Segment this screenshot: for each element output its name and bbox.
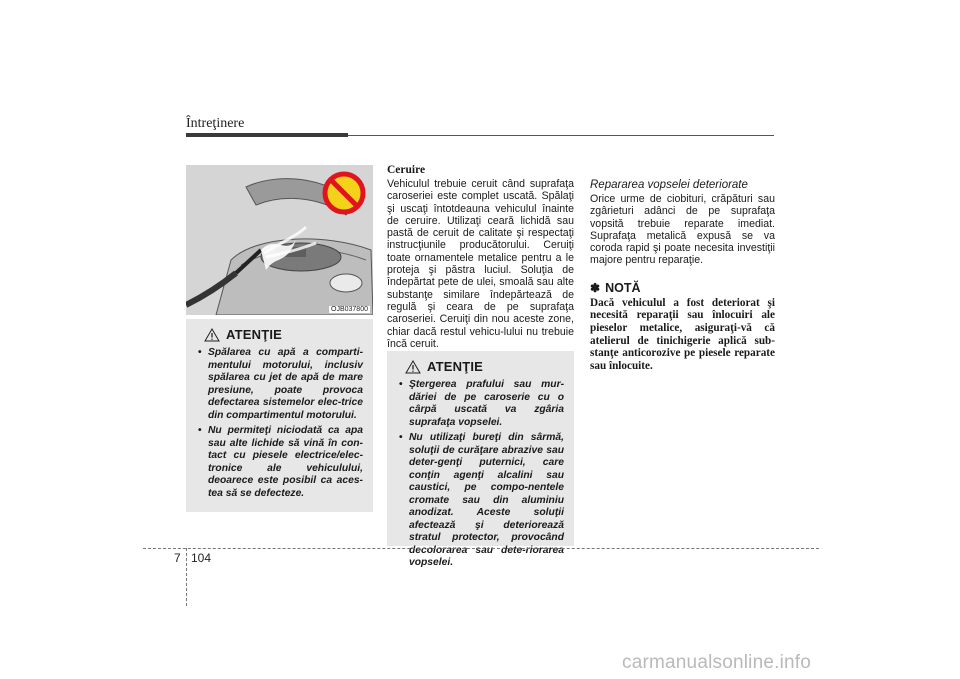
- watermark-text[interactable]: carmanualsonline.info: [622, 652, 812, 673]
- warning-triangle-icon: [405, 360, 421, 374]
- header-rule-thick: [186, 133, 348, 137]
- paint-repair-title: Repararea vopselei deteriorate: [590, 179, 748, 191]
- caution-item: • Nu permiteţi niciodată ca apa sau alte lichide să vină în con-tact cu piesele electrice/elec-tronice ale vehiculului, deoarece este posibil ca aces-tea să se defecteze.: [196, 425, 363, 500]
- page-number: 104: [191, 551, 212, 565]
- caution-item: • Ştergerea prafului sau mur-dăriei de pe caroserie cu o cârpă uscată va zgâria suprafaţa vopselei.: [397, 379, 564, 429]
- waxing-section: [387, 164, 574, 350]
- chapter-number: 7: [174, 551, 181, 565]
- footer-rule: [143, 548, 819, 549]
- paint-repair-section: [590, 179, 775, 372]
- illustration-code: OJB037800: [331, 306, 368, 313]
- caution-item: • Nu utilizaţi bureţi din sârmă, soluţii de curăţare abrazive sau deter-genţi puternici, care conţin agenţi alcalini sau caustici, pe compo-nentele cromate sau din aluminiu anodizat. Aceste soluţii afectează şi deteriorează stratul protector, provocând decolorarea sau dete-riorarea vopselei.: [397, 432, 564, 570]
- note-star-icon: ✽: [590, 280, 601, 295]
- page-header-title: Întreţinere: [186, 116, 245, 131]
- prohibited-icon: [322, 171, 366, 215]
- caution-heading-label: ATENŢIE: [427, 359, 484, 374]
- waxing-text: Vehiculul trebuie ceruit când suprafaţa caroseriei este complet uscată. Spălaţi şi uscaţi întotdeauna vehiculul înainte de ceruire. Utilizaţi ceară lichidă sau pastă de ceruit de calitate şi respectaţi instrucţiunile producătorului. Ceruiţi toate ornamentele metalice pentru a le proteja şi păstra luciul. Soluţia de îndepărtat pete de ulei, smoală sau alte substanţe similare îndepărtează de regulă şi ceara de pe suprafaţa caroseriei. Ceruiţi din nou aceste zone, chiar dacă restul vehicu-lului nu trebuie încă ceruit.: [387, 178, 574, 350]
- caution-box-paint-care: [387, 351, 574, 568]
- caution-heading: [204, 327, 363, 342]
- paint-repair-text: Orice urme de ciobituri, crăpături sau zgârieturi adânci de pe suprafaţa vopsită trebuie reparate imediat. Suprafaţa metalică expusă se va coroda rapid şi poate necesita investiţii majore pentru reparaţie.: [590, 193, 775, 267]
- footer-vertical-rule: [186, 548, 187, 606]
- caution-heading: [405, 359, 564, 374]
- waxing-title: Ceruire: [387, 164, 426, 176]
- caution-item: • Spălarea cu apă a comparti-mentului motorului, inclusiv spălarea cu jet de apă de mare presiune, poate provoca defectarea sistemelor elec-trice din compartimentul motorului.: [196, 347, 363, 422]
- header-rule-thin: [348, 135, 774, 136]
- note-text: Dacă vehiculul a fost deteriorat şi necesită reparaţii sau înlocuiri ale pieselor metalice, asiguraţi-vă că atelierul de tinichigerie aplică sub-stanţe anticorozive pe piesele reparate sau înlocuite.: [590, 296, 775, 372]
- caution-heading-label: ATENŢIE: [226, 327, 283, 342]
- caution-box-engine-wash: [186, 319, 373, 512]
- engine-wash-illustration: [186, 165, 373, 315]
- note-heading: [590, 281, 775, 295]
- note-heading-label: NOTĂ: [605, 280, 641, 295]
- warning-triangle-icon: [204, 328, 220, 342]
